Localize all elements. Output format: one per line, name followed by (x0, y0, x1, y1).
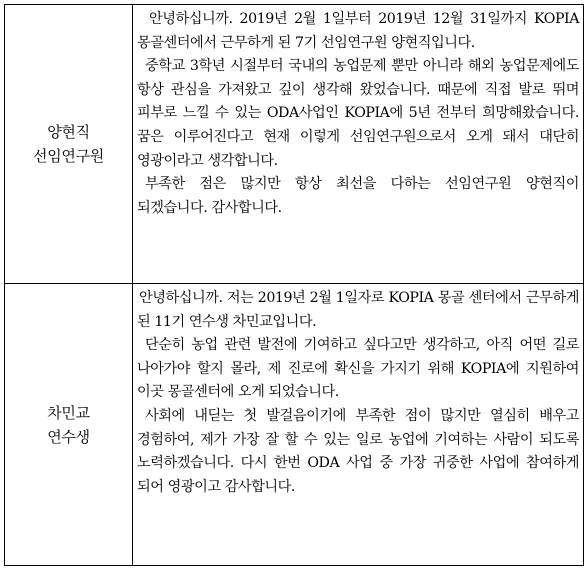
paragraph: 안녕하십니까. 2019년 2월 1일부터 2019년 12월 31일까지 KOPIA 몽골센터에서 근무하게 된 7기 선임연구원 양현직입니다. (137, 11, 579, 51)
paragraph: 안녕하십니까. 저는 2019년 2월 1일자로 KOPIA 몽골 센터에서 근무하게 된 11기 연수생 차민교입니다. (137, 290, 579, 330)
introduction-text (133, 5, 584, 284)
name-cell (5, 5, 133, 284)
paragraph: 사회에 내딛는 첫 발걸음이기에 부족한 점이 많지만 열심히 배우고 경험하여, 제가 가장 잘 할 수 있는 일로 농업에 기여하는 사람이 되도록 노력하겠습니다. 다시 한번 ODA 사업 중 가장 귀중한 사업에 참여하게 되어 영광이고 감사합니다. (137, 407, 579, 495)
paragraph: 부족한 점은 많지만 항상 최선을 다하는 선임연구원 양현직이 되겠습니다. 감사합니다. (137, 176, 579, 216)
table-row (5, 5, 584, 284)
paragraph: 중학교 3학년 시절부터 국내의 농업문제 뿐만 아니라 해외 농업문제에도 항상 관심을 가져왔고 깊이 생각해 왔었습니다. 때문에 직접 발로 뛰며 피부로 느낄 수 있는 ODA사업인 KOPIA에 5년 전부터 희망해왔습니다. 꿈은 이루어진다고 현재 이렇게 선임연구원으로서 오게 돼서 대단히 영광이라고 생각합니다. (137, 58, 579, 169)
staff-introduction-table (4, 4, 584, 566)
paragraph: 단순히 농업 관련 발전에 기여하고 싶다고만 생각하고, 아직 어떤 길로 나아가야 할지 몰라, 제 진로에 확신을 가지기 위해 KOPIA에 지원하여 이곳 몽골센터에 오게 되었습니다. (137, 337, 579, 401)
person-name: 차민교 (47, 403, 90, 422)
person-role: 연수생 (47, 427, 90, 446)
person-name: 양현직 (47, 123, 90, 141)
person-role: 선임연구원 (33, 147, 104, 165)
table-row (5, 284, 584, 566)
name-cell (5, 284, 133, 566)
introduction-text (133, 284, 584, 566)
